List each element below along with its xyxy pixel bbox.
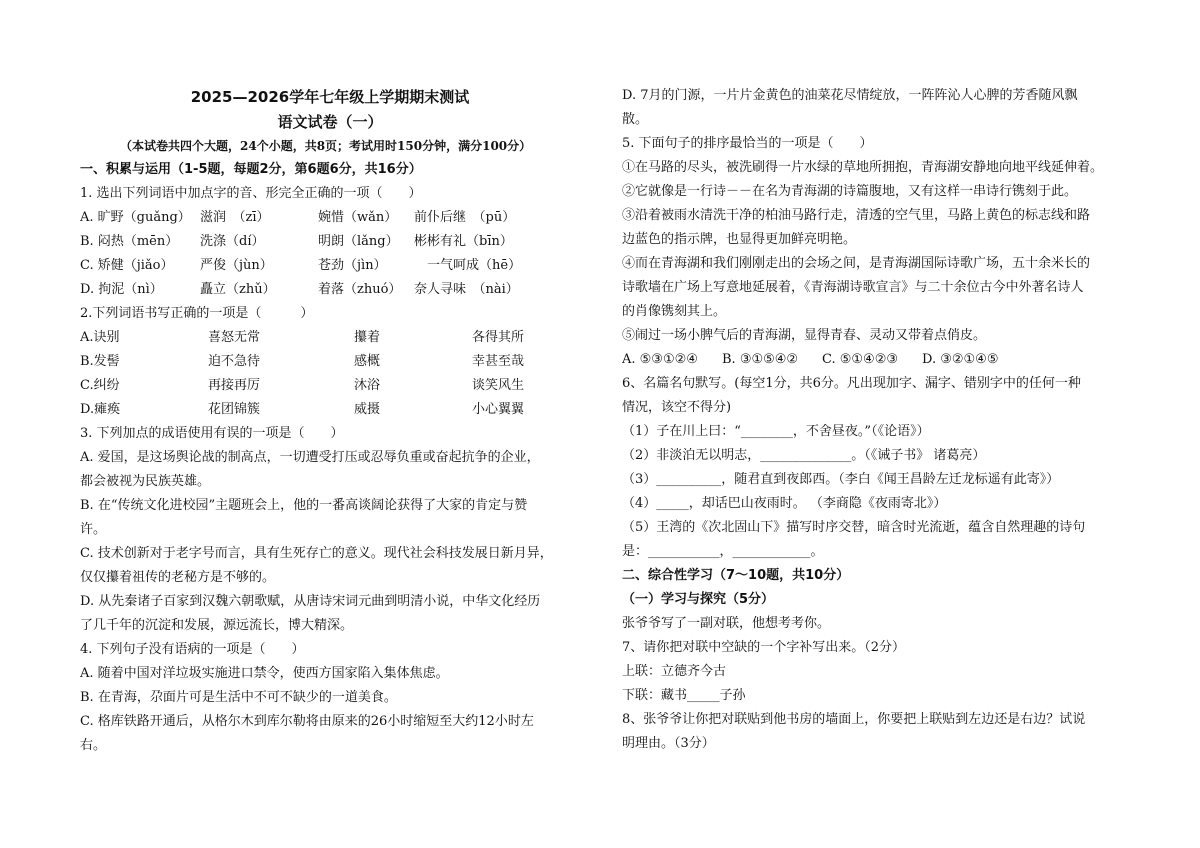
text-cell: 明朗（lǎng） [318,234,399,249]
text-line: 是：___________，____________。 [622,544,824,559]
text-line: 诗歌墙在广场上写意地延展着，《青海湖诗歌宣言》与二十余位古今中外著名诗人 [622,280,1084,295]
text-line: 的肖像镌刻其上。 [622,304,727,319]
left-column [80,84,580,758]
q1-option-d [80,278,580,302]
text-cell: A. ⑤③①②④ [622,352,698,367]
section-2-heading: 二、综合性学习（7～10题，共10分） [622,568,850,583]
text-line: D. 从先秦诸子百家到汉魏六朝歌赋，从唐诗宋词元曲到明清小说，中华文化经历 [80,594,541,609]
text-cell: 矗立（zhǔ） [200,282,276,297]
text-cell: 苍劲（jìn） [318,258,387,273]
text-line: 许。 [80,522,107,537]
q2-option-c [80,374,580,398]
text-line: 仅仅攥着祖传的老秘方是不够的。 [80,570,276,585]
text-line: 右。 [80,738,107,753]
q2-option-d [80,398,580,422]
text-cell: 小心翼翼 [472,402,525,417]
text-line: B. 在“传统文化进校园”主题班会上，他的一番高谈阔论获得了大家的肯定与赞 [80,498,528,513]
text-cell: C.纠纷 [80,378,120,393]
text-line: 下联：藏书_____子孙 [622,688,746,703]
text-cell: 再接再厉 [208,378,261,393]
text-cell: 谈笑风生 [472,378,525,393]
q1-option-b [80,230,580,254]
text-cell: 各得其所 [472,330,525,345]
text-cell: 婉惜（wǎn） [318,210,398,225]
text-line: ⑤闹过一场小脾气后的青海湖，显得青春、灵动又带着点俏皮。 [622,328,987,343]
text-cell: 滋润 （zī） [200,210,270,225]
text-line: 都会被视为民族英雄。 [80,474,211,489]
text-cell: 幸甚至哉 [472,354,525,369]
text-cell: 前仆后继 （pū） [414,210,516,225]
text-cell: D. ③②①④⑤ [922,352,999,367]
question-8: 8、张爷爷让你把对联贴到他书房的墙面上，你要把上联贴到左边还是右边？试说 [622,712,1086,727]
question-1: 1. 选出下列词语中加点字的音、形完全正确的一项（ ） [80,186,422,201]
question-4: 4. 下列句子没有语病的一项是（ ） [80,642,305,657]
text-cell: 攥着 [354,330,381,345]
text-line: C. 技术创新对于老字号而言，具有生死存亡的意义。现代社会科技发展日新月异， [80,546,553,561]
text-line: 了几千年的沉淀和发展，源远流长，博大精深。 [80,618,354,633]
text-cell: B.发髻 [80,354,120,369]
text-line: 散。 [622,112,649,127]
text-line: B. 在青海，尕面片可是生活中不可不缺少的一道美食。 [80,690,397,705]
text-cell: D.瘫痪 [80,402,121,417]
text-cell: 感概 [354,354,381,369]
text-line: （1）子在川上曰：“________，不舍昼夜。”（《论语》） [622,424,930,439]
question-2: 2.下列词语书写正确的一项是（ ） [80,306,314,321]
text-cell: 一气呵成（hē） [414,258,522,273]
text-line: 情况，该空不得分) [622,400,732,415]
text-cell: 沐浴 [354,378,381,393]
text-line: ②它就像是一行诗－－在名为青海湖的诗篇腹地，又有这样一串诗行镌刻于此。 [622,184,1078,199]
text-cell: 彬彬有礼（bīn） [414,234,513,249]
text-line: ③沿着被雨水清洗干净的柏油马路行走，清透的空气里，马路上黄色的标志线和路 [622,208,1091,223]
text-line: D. 7月的门源，一片片金黄色的油菜花尽情绽放，一阵阵沁人心脾的芳香随风飘 [622,88,1078,103]
text-cell: 迫不急待 [208,354,261,369]
text-line: （5）王湾的《次北固山下》描写时序交替，暗含时光流逝，蕴含自然理趣的诗句 [622,520,1086,535]
text-line: ①在马路的尽头，被洗刷得一片水绿的草地所拥抱，青海湖安静地向地平线延伸着。 [622,160,1104,175]
exam-note: （本试卷共四个大题，24个小题，共8页；考试用时150分钟，满分100分） [120,139,532,153]
text-line: A. 随着中国对洋垃圾实施进口禁令，使西方国家陷入集体焦虑。 [80,666,449,681]
text-cell: C. ⑤①④②③ [822,352,899,367]
text-cell: 喜怒无常 [208,330,261,345]
q1-option-a [80,206,580,230]
text-line: （3）__________，随君直到夜郎西。（李白《闻王昌龄左迁龙标遥有此寄》） [622,472,1060,487]
text-cell: C. 矫健（jiǎo） [80,258,174,273]
q2-option-a [80,326,580,350]
question-6: 6、名篇名句默写。(每空1分，共6分。凡出现加字、漏字、错别字中的任何一种 [622,376,1081,391]
text-line: 明理由。（3分） [622,736,715,751]
exam-title: 2025—2026学年七年级上学期期末测试 [190,88,470,106]
text-cell: A.诀别 [80,330,120,345]
text-line: ④而在青海湖和我们刚刚走出的会场之间，是青海湖国际诗歌广场，五十余米长的 [622,256,1091,271]
text-cell: 奈人寻味 （nài） [414,282,519,297]
text-line: （4）_____，却话巴山夜雨时。 （李商隐《夜雨寄北》） [622,496,947,511]
text-cell: 威摄 [354,402,381,417]
text-line: A. 爱国，是这场舆论战的制高点，一切遭受打压或忍辱负重或奋起抗争的企业， [80,450,540,465]
text-line: C. 格库铁路开通后，从格尔木到库尔勒将由原来的26小时缩短至大约12小时左 [80,714,534,729]
text-line: 上联：立德齐今古 [622,664,727,679]
subsection-heading: （一）学习与探究（5分） [622,592,775,607]
text-cell: B. ③①⑤④② [722,352,799,367]
text-line: 张爷爷写了一副对联，他想考考你。 [622,616,831,631]
text-cell: 洗涤（dí） [200,234,265,249]
q2-option-b [80,350,580,374]
text-line: （2）非淡泊无以明志，______________。（《诫子书》 诸葛亮） [622,448,986,463]
text-cell: 花团锦簇 [208,402,261,417]
question-5: 5. 下面句子的排序最恰当的一项是（ ） [622,136,873,151]
text-cell: A. 旷野（guǎng） [80,210,191,225]
question-7: 7、请你把对联中空缺的一个字补写出来。（2分） [622,640,906,655]
q5-options [622,348,1122,372]
text-cell: B. 闷热（mēn） [80,234,179,249]
q1-option-c [80,254,580,278]
text-cell: 着落（zhuó） [318,282,402,297]
text-line: 边蓝色的指示牌，也显得更加鲜亮明艳。 [622,232,857,247]
question-3: 3. 下列加点的成语使用有误的一项是（ ） [80,426,344,441]
text-cell: 严俊（jùn） [200,258,273,273]
exam-subtitle: 语文试卷（一） [277,113,383,131]
text-cell: D. 拘泥（nì） [80,282,163,297]
right-column [622,84,1122,756]
section-1-heading: 一、积累与运用（1-5题，每题2分，第6题6分，共16分） [80,162,422,177]
